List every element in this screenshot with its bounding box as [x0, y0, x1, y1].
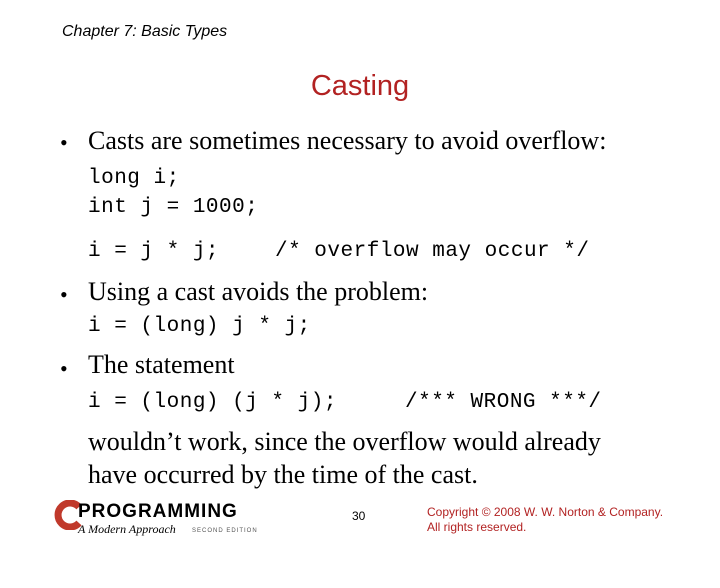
code-comment: /*** WRONG ***/ — [405, 391, 602, 414]
code-comment: /* overflow may occur */ — [275, 240, 590, 263]
chapter-heading: Chapter 7: Basic Types — [62, 23, 228, 40]
code-line: long i; — [88, 167, 180, 190]
code-line: int j = 1000; — [88, 196, 259, 219]
bullet-text-1: Casts are sometimes necessary to avoid overflow: — [88, 126, 607, 155]
paragraph-line: wouldn’t work, since the overflow would already — [88, 427, 601, 456]
bullet-text-3: The statement — [88, 350, 235, 379]
paragraph-line: have occurred by the time of the cast. — [88, 460, 478, 489]
book-logo — [54, 498, 269, 538]
copyright-line: Copyright © 2008 W. W. Norton & Company. — [427, 505, 664, 519]
bullet-marker: • — [60, 356, 68, 381]
page-number: 30 — [352, 509, 366, 523]
code-line: i = (long) j * j; — [88, 315, 311, 338]
bullet-text-2: Using a cast avoids the problem: — [88, 277, 429, 306]
copyright-line: All rights reserved. — [427, 520, 527, 534]
logo-edition: SECOND EDITION — [192, 528, 258, 534]
bullet-marker: • — [60, 282, 68, 307]
code-line: i = (long) (j * j); — [88, 391, 337, 414]
code-line: i = j * j; — [88, 240, 220, 263]
bullet-marker: • — [60, 130, 68, 155]
slide-title: Casting — [310, 70, 410, 102]
logo-subtitle: A Modern Approach — [78, 522, 176, 536]
logo-wordmark: PROGRAMMING — [78, 501, 238, 522]
